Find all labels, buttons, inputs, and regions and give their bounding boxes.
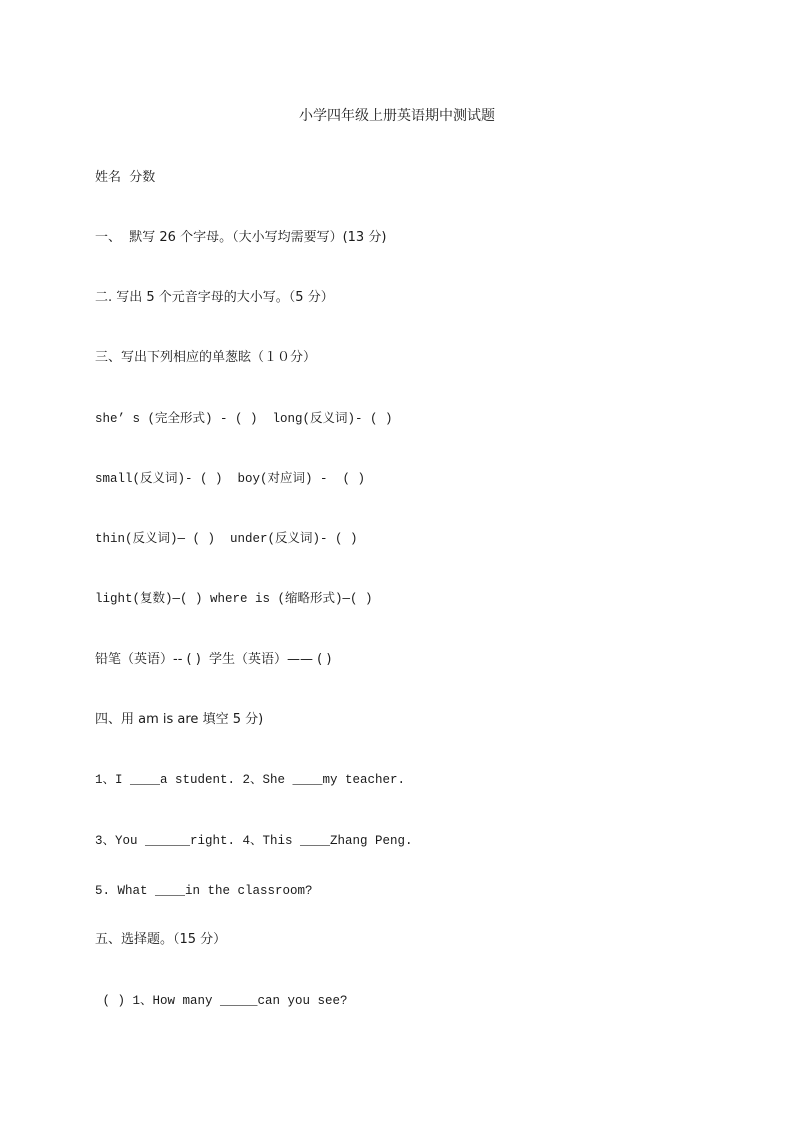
section-3-item: small(反义词)- ( ) boy(对应词) - ( ) bbox=[95, 472, 366, 486]
section-3-item: 铅笔（英语）-- ( ) 学生（英语）—— ( ) bbox=[95, 652, 332, 667]
section-3-item: she’ s (完全形式) - ( ) long(反义词)- ( ) bbox=[95, 412, 393, 426]
section-4-item: 3、You ______right. 4、This ____Zhang Peng. bbox=[95, 834, 413, 848]
header-fields: 姓名 分数 bbox=[95, 170, 156, 185]
section-4-heading: 四、用 am is are 填空 5 分) bbox=[95, 712, 264, 727]
document-title bbox=[0, 107, 793, 125]
document-title-text: 小学四年级上册英语期中测试题 bbox=[299, 108, 495, 124]
section-1-heading: 一、 默写 26 个字母。（大小写均需要写）(13 分) bbox=[95, 230, 387, 245]
section-3-item: thin(反义词)— ( ) under(反义词)- ( ) bbox=[95, 532, 358, 546]
section-5-item: ( ) 1、How many _____can you see? bbox=[95, 994, 348, 1008]
section-4-item: 1、I ____a student. 2、She ____my teacher. bbox=[95, 773, 406, 787]
section-3-item: light(复数)—( ) where is (缩略形式)—( ) bbox=[95, 592, 373, 606]
section-2-heading: 二. 写出 5 个元音字母的大小写。（5 分） bbox=[95, 290, 334, 305]
section-3-heading: 三、写出下列相应的单葱眩（１０分） bbox=[95, 350, 317, 365]
section-4-item: 5. What ____in the classroom? bbox=[95, 884, 313, 898]
section-5-heading: 五、选择题。（15 分） bbox=[95, 932, 227, 947]
